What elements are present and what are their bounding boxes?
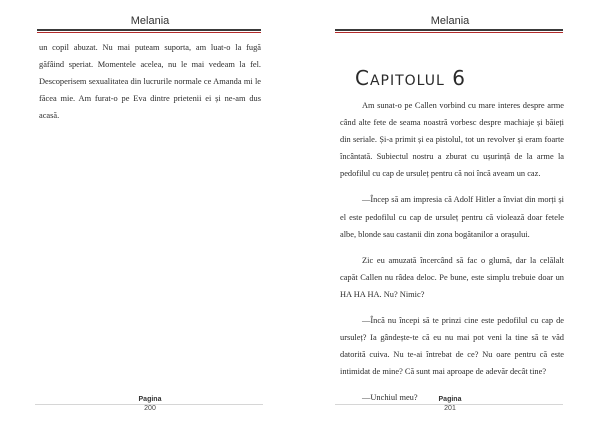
chapter-title: Capitolul 6	[355, 66, 466, 90]
paragraph: Zic eu amuzată încercând să fac o glumă, dar la celălalt capăt Callen nu râdea deloc. Pe bune, este simplu trebuie doar un HA HA HA. Nu? Nimic?	[340, 255, 564, 299]
header-accent-rule	[37, 32, 261, 33]
page-number: 201	[444, 405, 456, 412]
body-text	[340, 97, 564, 416]
running-head: Melania	[130, 15, 170, 27]
right-page	[300, 0, 600, 425]
footer-label: Pagina	[438, 396, 462, 403]
paragraph: —Încep să am impresia că Adolf Hitler a înviat din morți și el este pedofilul cu cap de ursuleț pentru că violează doar fetele albe, blonde sau castanii din zona bogătanilor a orașului.	[340, 195, 564, 239]
page-footer	[300, 395, 600, 413]
running-head: Melania	[430, 15, 470, 27]
paragraph: —Încă nu începi să te prinzi cine este pedofilul cu cap de ursuleț? Ia gândește-te că eu nu mai pot veni la tine să te văd datorită cuiva. Nu te-ai întrebat de ce? Nu oare pentru că este intimidat de mine? Că sunt mai aproape de adevăr decât tine?	[340, 316, 564, 377]
paragraph: Am sunat-o pe Callen vorbind cu mare interes despre arme când alte fete de seama noastră vorbesc despre machiaje și băieți din seriale. Și-a primit și ea pistolul, tot un revolver și eram foarte încântată. Subiectul nostru a zburat cu ușurință de la arme la pedofilul cu cap de ursuleț pentru că noi încă aveam un caz.	[340, 101, 564, 179]
header-rule	[37, 29, 261, 31]
paragraph: un copil abuzat. Nu mai puteam suporta, am luat-o la fugă găfâind speriat. Momentele acelea, nu le mai vedeam la fel. Descoperisem sexualitatea din lucrurile normale ce Amanda mi le făcea mie. Am furat-o pe Eva dintre prietenii ei și ne-am dus acasă.	[39, 43, 261, 121]
page-number: 200	[144, 405, 156, 412]
body-text	[39, 39, 261, 133]
header-accent-rule	[335, 32, 563, 33]
paragraph: —Unchiul meu?	[362, 393, 418, 403]
header-rule	[335, 29, 563, 31]
page-footer	[0, 395, 300, 413]
footer-label: Pagina	[138, 396, 162, 403]
